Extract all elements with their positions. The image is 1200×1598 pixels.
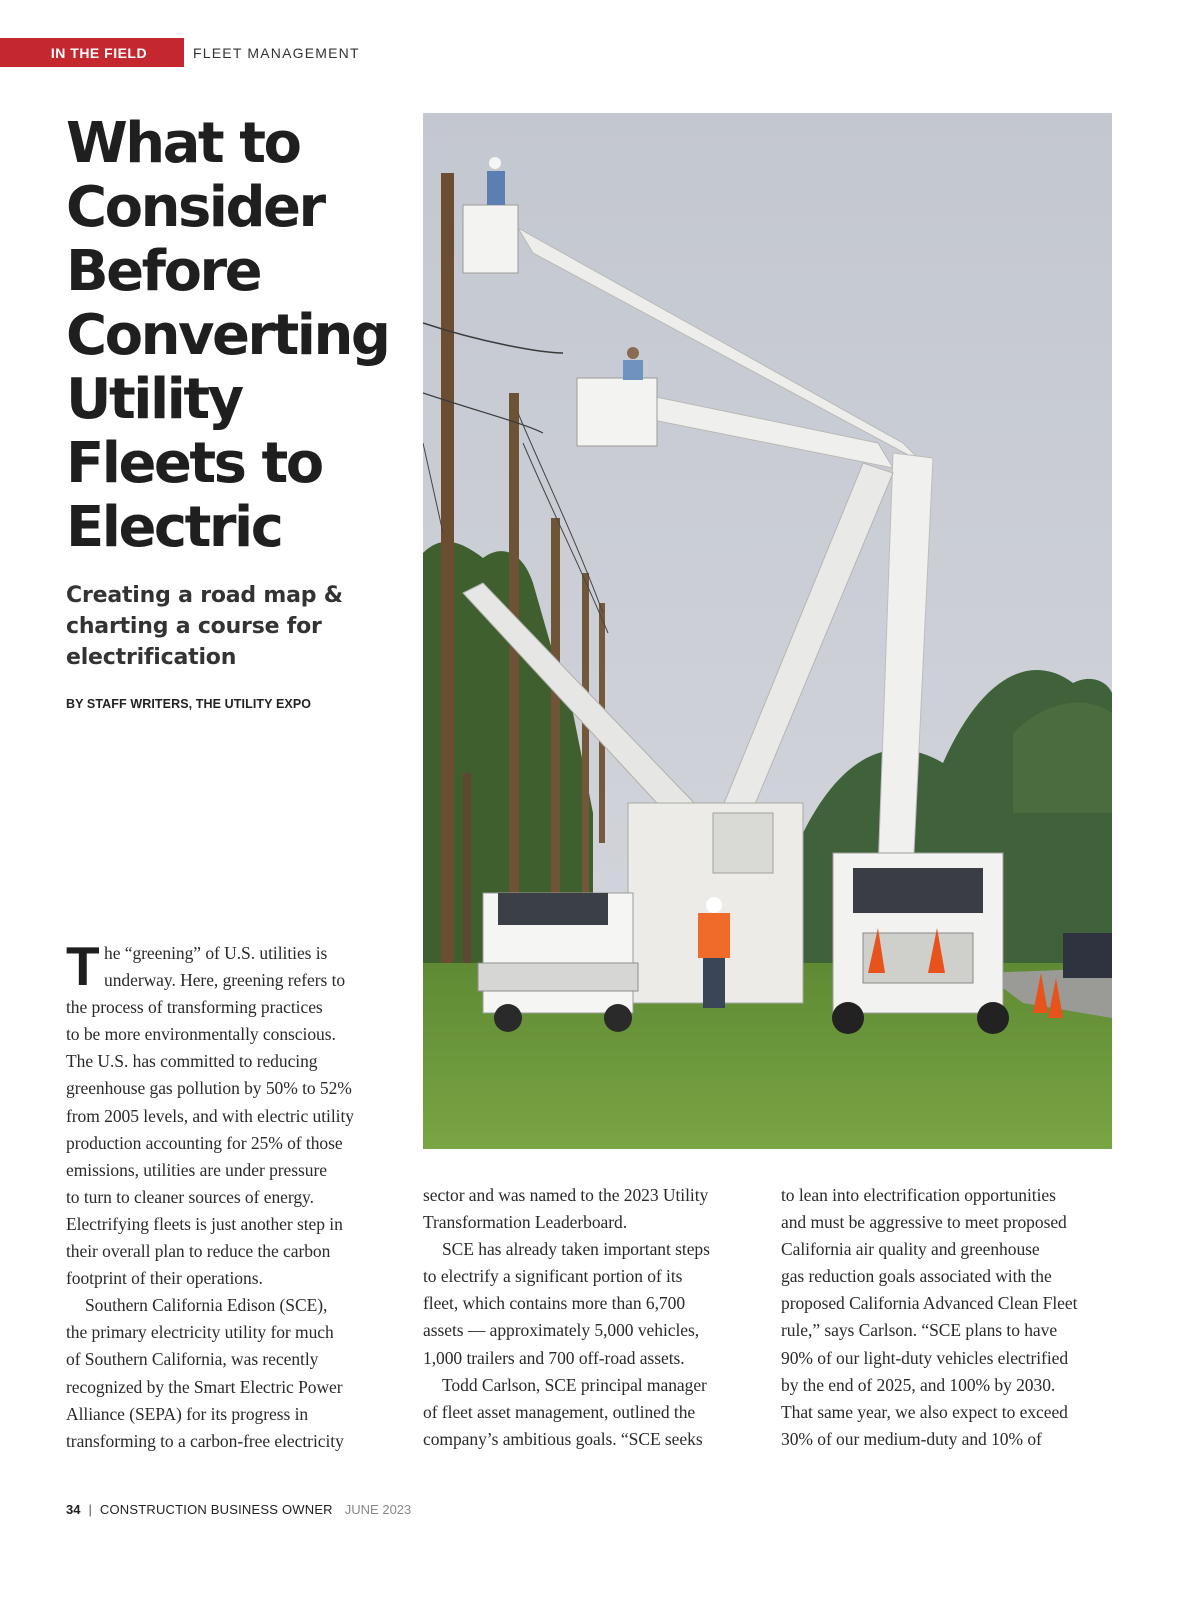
headline-line: Converting [66,303,389,368]
text-line: 30% of our medium-duty and 10% of [781,1428,1042,1449]
headline-line: Consider [66,175,324,240]
article-column-3 [781,1182,1121,1453]
text-line: and must be aggressive to meet proposed [781,1212,1067,1233]
page-number: 34 [66,1502,81,1517]
headline-line: Utility [66,367,242,432]
text-line: recognized by the Smart Electric Power [66,1376,343,1397]
article-photo [423,113,1112,1149]
text-line: he “greening” of U.S. utilities is [104,943,328,963]
text-line: That same year, we also expect to exceed [781,1401,1068,1422]
article-paragraph [423,1236,753,1371]
text-line: Alliance (SEPA) for its progress in [66,1403,309,1424]
text-line: California air quality and greenhouse [781,1239,1040,1260]
headline-line: What to [66,111,300,176]
text-line: 1,000 trailers and 700 off-road assets. [423,1347,685,1368]
text-line: Electrifying fleets is just another step in [66,1213,343,1234]
text-line: proposed California Advanced Clean Fleet [781,1293,1078,1314]
article-paragraph [423,1182,753,1236]
text-line: greenhouse gas pollution by 50% to 52% [66,1078,352,1099]
byline: BY STAFF WRITERS, THE UTILITY EXPO [66,697,312,711]
text-line: assets — approximately 5,000 vehicles, [423,1320,700,1341]
section-category: FLEET MANAGEMENT [193,44,360,61]
text-line: underway. Here, greening refers to [104,970,346,991]
magazine-name: CONSTRUCTION BUSINESS OWNER [99,1502,333,1517]
footer-separator: | [88,1502,92,1517]
article-paragraph [66,935,396,1292]
text-line: to turn to cleaner sources of energy. [66,1186,314,1207]
text-line: fleet, which contains more than 6,700 [423,1293,686,1314]
subheadline [66,580,386,673]
text-line: to electrify a significant portion of its [423,1266,683,1287]
text-line: the process of transforming practices [66,997,323,1018]
text-line: Todd Carlson, SCE principal manager [442,1374,707,1395]
drop-cap: T [66,935,100,997]
text-line: 90% of our light-duty vehicles electrified [781,1347,1069,1368]
text-line: the primary electricity utility for much [66,1322,334,1343]
section-tag [0,38,360,67]
bucket-trucks-photo [423,113,1112,1149]
text-line: rule,” says Carlson. “SCE plans to have [781,1320,1058,1341]
text-line: from 2005 levels, and with electric utility [66,1105,354,1126]
text-line: their overall plan to reduce the carbon [66,1241,331,1262]
article-column-1 [66,935,396,1455]
text-line: gas reduction goals associated with the [781,1266,1052,1287]
headline-line: Electric [66,495,282,560]
headline-line: Before [66,239,261,304]
headline [66,112,406,560]
article-column-2 [423,1182,753,1453]
text-line: Transformation Leaderboard. [423,1212,628,1233]
article-paragraph [423,1372,753,1453]
text-line: sector and was named to the 2023 Utility [423,1185,709,1205]
text-line: Southern California Edison (SCE), [85,1295,328,1316]
text-line: transforming to a carbon-free electricity [66,1430,344,1451]
section-tag-label: IN THE FIELD [0,38,184,67]
text-line: of Southern California, was recently [66,1349,319,1370]
text-line: SCE has already taken important steps [442,1239,710,1260]
text-line: The U.S. has committed to reducing [66,1051,318,1072]
text-line: production accounting for 25% of those [66,1132,343,1153]
text-line: company’s ambitious goals. “SCE seeks [423,1428,703,1449]
issue-date: JUNE 2023 [344,1502,412,1517]
subhead-line: Creating a road map & [66,583,343,608]
article-paragraph [781,1182,1121,1453]
text-line: emissions, utilities are under pressure [66,1159,327,1180]
subhead-line: electrification [66,645,237,670]
text-line: by the end of 2025, and 100% by 2030. [781,1374,1056,1395]
text-line: to lean into electrification opportunities [781,1185,1056,1205]
text-line: to be more environmentally conscious. [66,1024,336,1045]
text-line: of fleet asset management, outlined the [423,1401,696,1422]
text-line: footprint of their operations. [66,1268,263,1289]
subhead-line: charting a course for [66,614,322,639]
page-footer [66,1502,411,1517]
article-paragraph [66,1292,396,1455]
headline-line: Fleets to [66,431,322,496]
